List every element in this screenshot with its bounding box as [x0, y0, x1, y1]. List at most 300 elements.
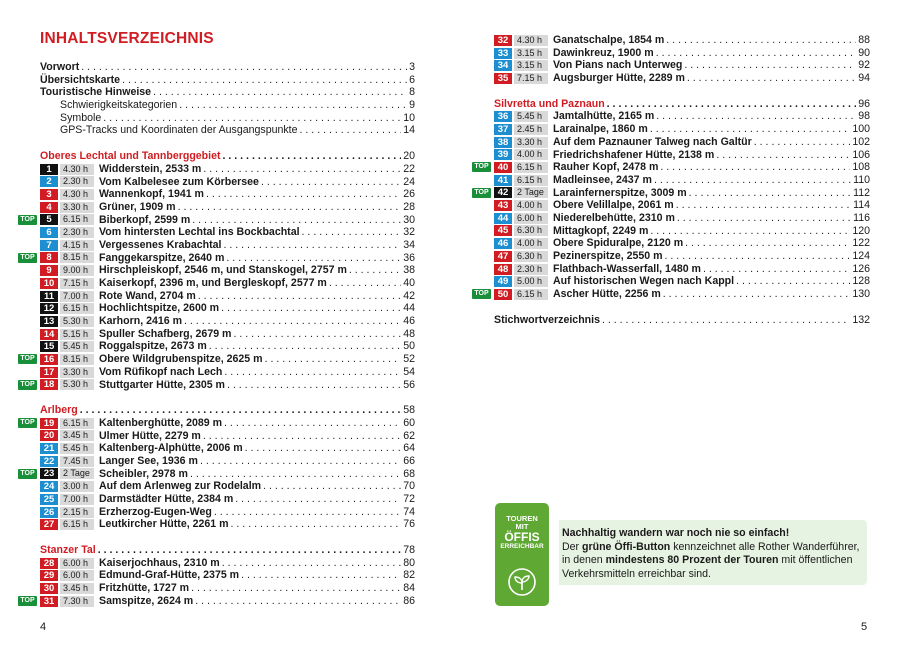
- tour-number-badge: 50: [494, 289, 512, 300]
- top-badge: TOP: [472, 162, 491, 172]
- tour-duration: 7.15 h: [514, 73, 548, 84]
- tour-name: Von Pians nach Unterweg: [553, 59, 683, 72]
- tour-name: Kaiserkopf, 2396 m, und Bergleskopf, 2577 m: [99, 277, 327, 289]
- tour-number-badge: 22: [40, 456, 58, 467]
- leader-dots: [235, 493, 401, 506]
- tour-name: Obere Velillalpe, 2061 m: [553, 199, 674, 212]
- tour-entry[interactable]: [40, 226, 415, 239]
- tour-entry[interactable]: [40, 518, 415, 531]
- tour-page: 108: [852, 161, 870, 174]
- tour-entry[interactable]: [40, 442, 415, 455]
- tour-entry[interactable]: [20, 416, 415, 430]
- tour-name: Edmund-Graf-Hütte, 2375 m: [99, 569, 240, 582]
- tour-number-badge: 30: [40, 583, 58, 594]
- tour-number-badge: 37: [494, 124, 512, 135]
- tour-entry[interactable]: [494, 59, 870, 72]
- tour-number-badge: 28: [40, 558, 58, 569]
- leader-dots: [676, 199, 851, 212]
- tour-duration: 6.30 h: [514, 225, 548, 236]
- tour-number-badge: 21: [40, 443, 58, 454]
- tour-number-badge: 38: [494, 137, 512, 148]
- tour-entry[interactable]: [494, 136, 870, 149]
- tour-name: Samspitze, 2624 m: [99, 594, 194, 607]
- section-heading-page: 58: [403, 404, 415, 417]
- tour-entry[interactable]: [494, 110, 870, 123]
- tour-duration: 6.00 h: [514, 213, 548, 224]
- tour-duration: 2 Tage: [60, 468, 94, 479]
- tour-duration: 5.00 h: [514, 276, 548, 287]
- tour-duration: 3.45 h: [60, 583, 94, 594]
- tour-page: 42: [403, 289, 415, 302]
- tour-name: Stuttgarter Hütte, 2305 m: [99, 378, 225, 391]
- leader-dots: [153, 86, 407, 99]
- tour-entry[interactable]: [474, 161, 870, 174]
- top-badge: TOP: [18, 253, 37, 263]
- tour-number-badge: 5: [40, 214, 58, 225]
- tour-duration: 5.45 h: [60, 341, 94, 352]
- tour-entry[interactable]: [494, 149, 870, 162]
- tour-page: 130: [852, 288, 870, 301]
- tour-name: Rauher Kopf, 2478 m: [553, 161, 659, 174]
- tour-duration: 7.00 h: [60, 291, 94, 302]
- tour-number-badge: 19: [40, 418, 58, 429]
- leader-dots: [302, 226, 402, 239]
- tour-name: Vom hintersten Lechtal ins Bockbachtal: [99, 226, 300, 239]
- leader-dots: [224, 366, 401, 379]
- tour-page: 116: [853, 211, 870, 224]
- tour-duration: 6.15 h: [60, 418, 94, 429]
- tour-duration: 9.00 h: [60, 265, 94, 276]
- leader-dots: [184, 315, 401, 328]
- section-heading-label: Oberes Lechtal und Tannberggebiet: [40, 150, 221, 163]
- toc-entry-page: 9: [409, 99, 415, 112]
- tour-page: 50: [403, 340, 415, 353]
- tour-duration: 6.00 h: [60, 570, 94, 581]
- oeffi-text-bold-1: grüne Öffi-Button: [582, 540, 671, 553]
- leader-dots: [214, 506, 401, 519]
- tour-duration: 8.15 h: [60, 252, 94, 263]
- tour-name: Ulmer Hütte, 2279 m: [99, 429, 201, 442]
- tour-page: 36: [403, 251, 415, 264]
- oeffi-badge-line1: TOUREN: [506, 514, 538, 523]
- leader-dots: [677, 212, 851, 225]
- toc-title: INHALTSVERZEICHNIS: [40, 30, 214, 47]
- section-heading-page: 96: [858, 97, 870, 110]
- tour-number-badge: 13: [40, 316, 58, 327]
- tour-name: Rote Wand, 2704 m: [99, 289, 196, 302]
- tour-number-badge: 2: [40, 176, 58, 187]
- leader-dots: [122, 74, 407, 87]
- tour-entry[interactable]: [40, 176, 415, 189]
- tour-name: Hirschpleiskopf, 2546 m, und Stanskogel, 2757 m: [99, 264, 347, 277]
- tour-duration: 2.15 h: [60, 507, 94, 518]
- tour-page: 102: [852, 135, 870, 148]
- tour-duration: 5.30 h: [60, 379, 94, 390]
- tour-duration: 6.00 h: [60, 558, 94, 569]
- tour-entry[interactable]: [40, 340, 415, 353]
- tour-number-badge: 25: [40, 494, 58, 505]
- tour-page: 106: [852, 148, 870, 161]
- tour-duration: 4.00 h: [514, 238, 548, 249]
- section-heading-label: Stanzer Tal: [40, 544, 96, 557]
- tour-name: Biberkopf, 2599 m: [99, 213, 191, 226]
- tour-page: 72: [403, 493, 415, 505]
- leader-dots: [221, 302, 401, 315]
- tour-entry[interactable]: [40, 493, 415, 506]
- tour-page: 60: [403, 416, 415, 429]
- tour-entry[interactable]: [20, 594, 415, 608]
- leader-dots: [663, 288, 851, 301]
- tour-name: Mittagkopf, 2249 m: [553, 224, 649, 237]
- tour-page: 76: [403, 518, 415, 531]
- tour-entry[interactable]: [474, 288, 870, 301]
- tour-page: 28: [403, 200, 415, 213]
- toc-entry[interactable]: [40, 124, 415, 137]
- tour-number-badge: 27: [40, 519, 58, 530]
- tour-duration: 7.15 h: [60, 278, 94, 289]
- oeffi-text-1: Der: [562, 540, 583, 553]
- tour-name: Spuller Schafberg, 2679 m: [99, 327, 232, 340]
- toc-entry[interactable]: [40, 99, 415, 112]
- spacer: [40, 531, 415, 544]
- toc-entry[interactable]: [40, 74, 415, 87]
- tour-number-badge: 34: [494, 60, 512, 71]
- oeffi-button: [495, 503, 549, 606]
- toc-entry-label: Übersichtskarte: [40, 73, 121, 86]
- tour-number-badge: 10: [40, 278, 58, 289]
- leader-dots: [226, 252, 401, 265]
- tour-entry[interactable]: [20, 467, 415, 481]
- tour-name: Ganatschalpe, 1854 m: [553, 34, 665, 46]
- tour-duration: 4.30 h: [514, 35, 548, 46]
- leader-dots: [241, 569, 401, 582]
- tour-page: 114: [853, 199, 870, 212]
- section-heading[interactable]: [40, 544, 415, 557]
- tour-name: Flathbach-Wasserfall, 1480 m: [553, 262, 701, 275]
- tour-entry[interactable]: [494, 34, 870, 47]
- tour-entry[interactable]: [40, 328, 415, 341]
- toc-entry[interactable]: [40, 86, 415, 99]
- toc-entry-page: 3: [409, 61, 415, 73]
- leader-dots: [203, 163, 401, 176]
- tour-name: Vergessenes Krabachtal: [99, 238, 222, 251]
- leader-dots: [245, 442, 402, 455]
- tour-number-badge: 29: [40, 570, 58, 581]
- tour-entry[interactable]: [40, 455, 415, 468]
- tour-page: 86: [403, 594, 415, 607]
- leader-dots: [716, 149, 850, 162]
- section-heading[interactable]: [40, 150, 415, 163]
- tour-number-badge: 39: [494, 149, 512, 160]
- leader-dots: [300, 124, 402, 137]
- tour-page: 26: [403, 188, 415, 201]
- toc-entry[interactable]: [40, 112, 415, 125]
- toc-entry-page: 132: [852, 313, 870, 326]
- tour-number-badge: 6: [40, 227, 58, 238]
- leader-dots: [263, 480, 401, 493]
- tour-entry[interactable]: [40, 430, 415, 443]
- tour-name: Vom Rüfikopf nach Lech: [99, 365, 223, 378]
- tour-entry[interactable]: [494, 212, 870, 225]
- tour-page: 80: [403, 556, 415, 569]
- tour-name: Fanggekarspitze, 2640 m: [99, 251, 225, 264]
- tour-duration: 6.15 h: [60, 519, 94, 530]
- tour-entry[interactable]: [40, 315, 415, 328]
- tour-duration: 6.15 h: [514, 289, 548, 300]
- tour-duration: 6.30 h: [514, 251, 548, 262]
- leader-dots: [203, 430, 401, 443]
- tour-name: Obere Spiduralpe, 2120 m: [553, 237, 684, 250]
- tour-number-badge: 26: [40, 507, 58, 518]
- toc-column-right: [474, 34, 870, 326]
- section-heading[interactable]: [40, 404, 415, 417]
- tour-page: 128: [852, 275, 870, 288]
- tour-name: Hochlichtspitze, 2600 m: [99, 302, 220, 315]
- tour-entry[interactable]: [494, 275, 870, 288]
- tour-duration: 3.45 h: [60, 430, 94, 441]
- tour-duration: 2.30 h: [514, 264, 548, 275]
- leader-dots: [329, 277, 401, 290]
- leader-dots: [223, 150, 402, 163]
- tour-page: 66: [403, 454, 415, 467]
- oeffi-text-3: mit öffentlichen Verkehrsmitteln erreichbar sind.: [562, 554, 853, 580]
- tour-page: 110: [853, 173, 870, 186]
- tour-number-badge: 18: [40, 379, 58, 390]
- tour-entry[interactable]: [20, 213, 415, 227]
- tour-duration: 3.15 h: [514, 60, 548, 71]
- tour-entry[interactable]: [20, 353, 415, 366]
- tour-name: Larainalpe, 1860 m: [553, 123, 648, 136]
- tour-entry[interactable]: [40, 163, 415, 176]
- tour-number-badge: 43: [494, 200, 512, 211]
- tour-duration: 5.30 h: [60, 316, 94, 327]
- tour-name: Augsburger Hütte, 2289 m: [553, 72, 685, 85]
- tour-name: Wannenkopf, 1941 m: [99, 188, 204, 201]
- tour-name: Kaiserjochhaus, 2310 m: [99, 556, 220, 569]
- tour-entry[interactable]: [20, 378, 415, 392]
- toc-entry-label: Stichwortverzeichnis: [494, 313, 600, 326]
- tour-duration: 7.45 h: [60, 456, 94, 467]
- tour-name: Erzherzog-Eugen-Weg: [99, 505, 212, 518]
- tour-entry[interactable]: [494, 123, 870, 136]
- tour-name: Widderstein, 2533 m: [99, 162, 202, 175]
- tour-page: 46: [403, 315, 415, 328]
- leader-dots: [656, 110, 856, 123]
- tour-entry[interactable]: [494, 199, 870, 212]
- tour-entry[interactable]: [40, 557, 415, 570]
- tour-name: Obere Wildgrubenspitze, 2625 m: [99, 353, 263, 366]
- tour-entry[interactable]: [40, 506, 415, 519]
- tour-number-badge: 20: [40, 430, 58, 441]
- tour-name: Scheibler, 2978 m: [99, 467, 188, 480]
- tour-duration: 4.00 h: [514, 149, 548, 160]
- tour-entry[interactable]: [40, 366, 415, 379]
- tour-number-badge: 44: [494, 213, 512, 224]
- toc-entry-label: Symbole: [60, 111, 102, 124]
- tour-entry[interactable]: [494, 237, 870, 250]
- tour-number-badge: 42: [494, 187, 512, 198]
- tour-duration: 4.15 h: [60, 240, 94, 251]
- tour-name: Auf dem Arlenweg zur Rodelalm: [99, 480, 262, 493]
- oeffi-badge-line3: ÖFFIS: [504, 530, 540, 544]
- tour-page: 120: [852, 224, 870, 237]
- tour-duration: 8.15 h: [60, 354, 94, 365]
- tour-number-badge: 49: [494, 276, 512, 287]
- leader-dots: [654, 174, 851, 187]
- tour-entry[interactable]: [494, 174, 870, 187]
- tour-entry[interactable]: [40, 302, 415, 315]
- tour-duration: 3.30 h: [60, 202, 94, 213]
- leader-dots: [179, 99, 407, 112]
- tour-duration: 4.00 h: [514, 200, 548, 211]
- tour-number-badge: 17: [40, 367, 58, 378]
- tour-name: Kaltenberg-Alphütte, 2006 m: [99, 442, 243, 455]
- tour-number-badge: 4: [40, 202, 58, 213]
- tour-entry[interactable]: [494, 72, 870, 85]
- top-badge: TOP: [18, 418, 37, 428]
- tour-entry[interactable]: [494, 263, 870, 276]
- tour-page: 30: [403, 213, 415, 226]
- leader-dots: [736, 275, 850, 288]
- tour-page: 62: [403, 429, 415, 442]
- leader-dots: [195, 595, 401, 608]
- leader-dots: [200, 455, 401, 468]
- left-page: [0, 0, 454, 648]
- tour-duration: 3.00 h: [60, 481, 94, 492]
- tour-entry[interactable]: [40, 290, 415, 303]
- leader-dots: [80, 404, 402, 417]
- tour-duration: 4.30 h: [60, 189, 94, 200]
- tour-duration: 6.15 h: [60, 214, 94, 225]
- leader-dots: [224, 239, 402, 252]
- leader-dots: [703, 263, 850, 276]
- tour-page: 74: [403, 505, 415, 518]
- oeffi-headline: Nachhaltig wandern war noch nie so einfach!: [562, 527, 790, 539]
- section-heading-page: 78: [403, 544, 415, 557]
- tour-number-badge: 8: [40, 252, 58, 263]
- leader-dots: [81, 61, 407, 74]
- section-heading[interactable]: [494, 98, 870, 111]
- oeffi-text-bold-2: mindestens 80 Prozent der Touren: [605, 554, 779, 566]
- top-badge: TOP: [472, 188, 491, 198]
- leader-dots: [224, 417, 401, 430]
- tour-duration: 6.15 h: [514, 162, 548, 173]
- tour-duration: 3.30 h: [60, 367, 94, 378]
- leader-dots: [222, 557, 401, 570]
- tour-number-badge: 1: [40, 164, 58, 175]
- tour-name: Kaltenberghütte, 2089 m: [99, 416, 223, 429]
- toc-entry-label: Schwierigkeitskategorien: [60, 99, 178, 112]
- toc-entry-label: Vorwort: [40, 61, 80, 73]
- toc-entry-label: GPS-Tracks und Koordinaten der Ausgangspunkte: [60, 124, 298, 137]
- tour-duration: 2.30 h: [60, 176, 94, 187]
- leader-dots: [190, 468, 401, 481]
- tour-page: 22: [403, 162, 415, 175]
- spacer: [494, 301, 870, 314]
- tour-entry[interactable]: [40, 188, 415, 201]
- top-badge: TOP: [18, 596, 37, 606]
- tour-page: 84: [403, 582, 415, 595]
- tour-name: Langer See, 1936 m: [99, 454, 198, 467]
- tour-page: 92: [858, 59, 870, 72]
- leader-dots: [103, 112, 401, 125]
- tour-entry[interactable]: [40, 264, 415, 277]
- tour-number-badge: 46: [494, 238, 512, 249]
- leader-dots: [656, 47, 857, 60]
- tour-name: Karhorn, 2416 m: [99, 315, 183, 328]
- leader-dots: [665, 250, 851, 263]
- leader-dots: [265, 353, 402, 366]
- top-badge: TOP: [472, 289, 491, 299]
- leader-dots: [233, 328, 401, 341]
- tour-page: 124: [852, 250, 870, 262]
- toc-entry-page: 6: [409, 73, 415, 86]
- tour-page: 88: [858, 34, 870, 46]
- tour-number-badge: 3: [40, 189, 58, 200]
- leaf-sprout-icon: [507, 567, 537, 597]
- tour-entry[interactable]: [40, 480, 415, 493]
- toc-entry[interactable]: [40, 61, 415, 74]
- oeffi-text-2: kennzeichnet alle Rother Wanderführer, in denen: [562, 540, 860, 566]
- section-heading-page: 20: [403, 150, 415, 163]
- toc-entry-label: Touristische Hinweise: [40, 86, 152, 99]
- tour-entry[interactable]: [494, 250, 870, 263]
- tour-entry[interactable]: [494, 225, 870, 238]
- oeffi-badge-line4: ERREICHBAR: [500, 543, 544, 550]
- tour-entry[interactable]: [40, 569, 415, 582]
- tour-name: Leutkircher Hütte, 2261 m: [99, 518, 229, 531]
- tour-number-badge: 7: [40, 240, 58, 251]
- leader-dots: [684, 59, 856, 72]
- tour-duration: 2 Tage: [514, 187, 548, 198]
- tour-entry[interactable]: [474, 186, 870, 200]
- tour-duration: 2.30 h: [60, 227, 94, 238]
- top-badge: TOP: [18, 469, 37, 479]
- tour-entry[interactable]: [40, 582, 415, 595]
- tour-entry[interactable]: [40, 201, 415, 214]
- tour-entry[interactable]: [40, 239, 415, 252]
- tour-page: 44: [403, 302, 415, 315]
- tour-name: Vom Kalbelesee zum Körbersee: [99, 175, 259, 188]
- tour-number-badge: 23: [40, 468, 58, 479]
- tour-number-badge: 40: [494, 162, 512, 173]
- tour-name: Darmstädter Hütte, 2384 m: [99, 493, 234, 505]
- tour-entry[interactable]: [20, 251, 415, 265]
- tour-name: Pezinerspitze, 2550 m: [553, 250, 663, 262]
- spacer: [40, 391, 415, 404]
- leader-dots: [666, 34, 856, 47]
- tour-page: 52: [403, 353, 415, 366]
- leader-dots: [227, 379, 401, 392]
- tour-page: 34: [403, 238, 415, 251]
- tour-duration: 5.15 h: [60, 329, 94, 340]
- tour-duration: 4.30 h: [60, 164, 94, 175]
- tour-page: 32: [403, 226, 415, 239]
- leader-dots: [687, 72, 856, 85]
- leader-dots: [192, 214, 401, 227]
- tour-name: Dawinkreuz, 1900 m: [553, 46, 654, 59]
- tour-duration: 5.45 h: [514, 111, 548, 122]
- spacer: [494, 85, 870, 98]
- toc-entry[interactable]: [494, 314, 870, 327]
- leader-dots: [602, 314, 850, 327]
- top-badge: TOP: [18, 215, 37, 225]
- tour-entry[interactable]: [494, 47, 870, 60]
- tour-entry[interactable]: [40, 277, 415, 290]
- leader-dots: [206, 188, 401, 201]
- tour-number-badge: 16: [40, 354, 58, 365]
- page-number-right: 5: [861, 621, 868, 633]
